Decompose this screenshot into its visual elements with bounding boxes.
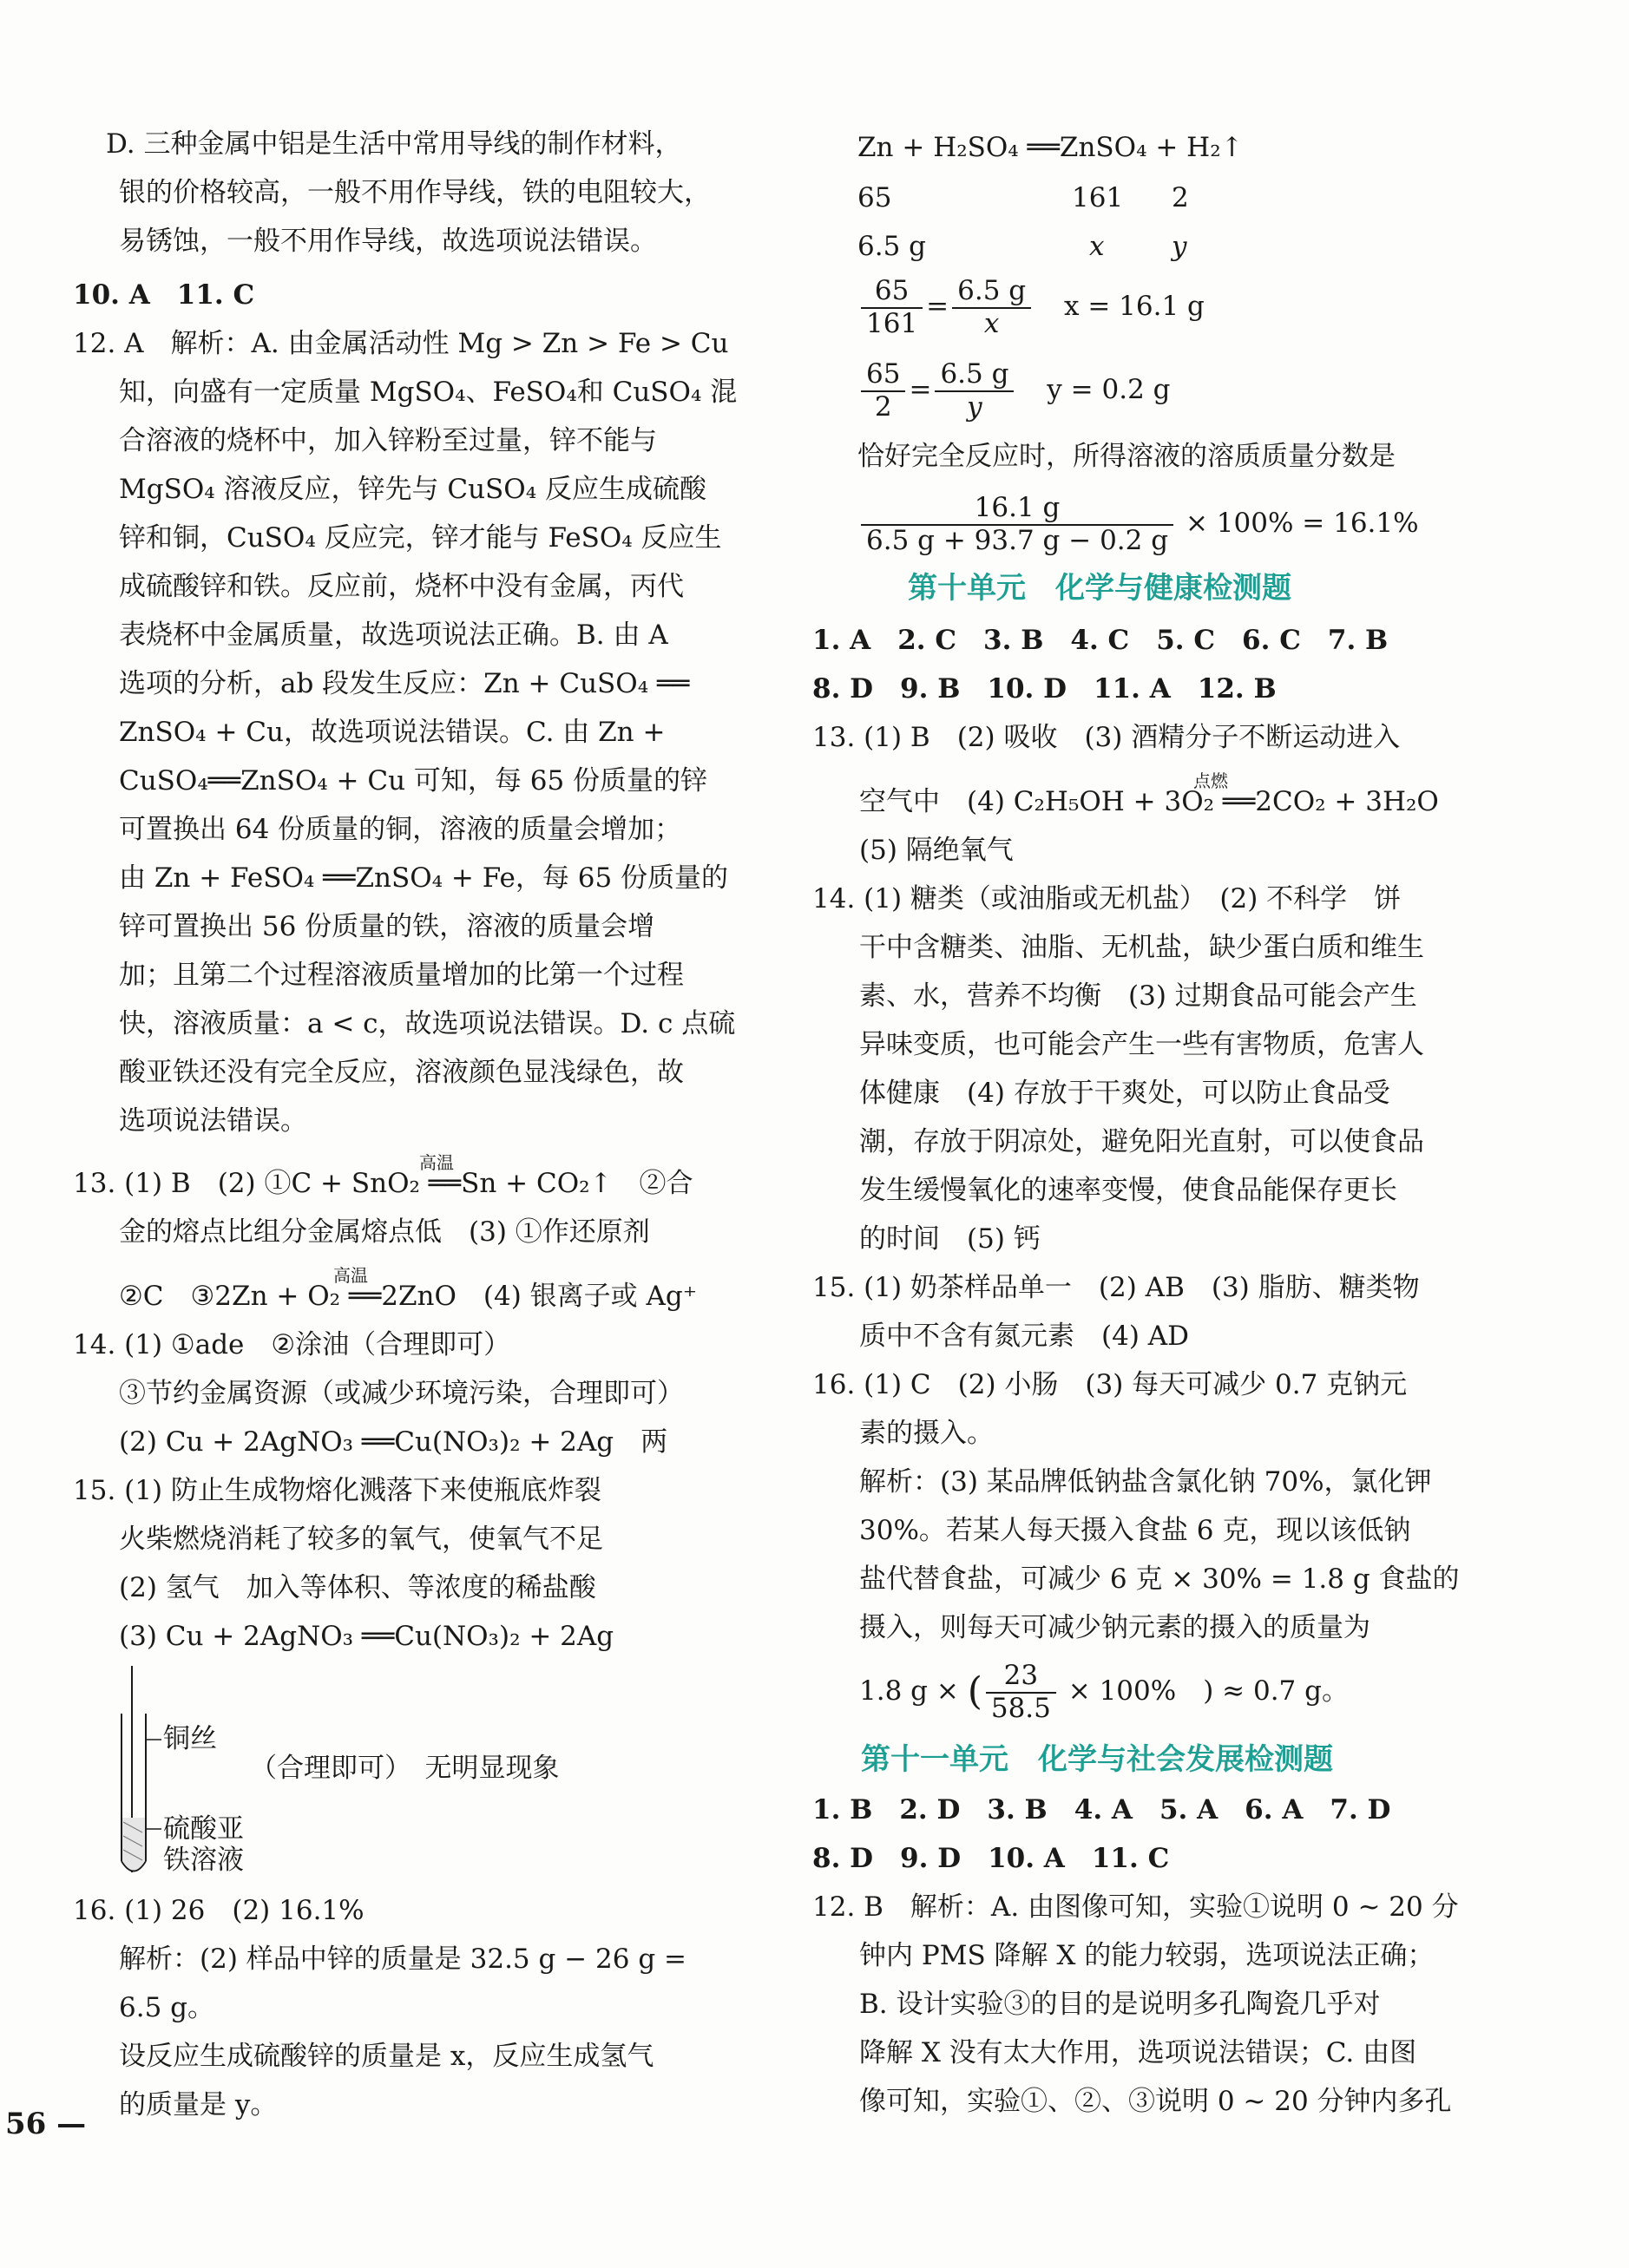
- label-solution: 铁溶液: [163, 1845, 244, 1876]
- text-line: (2) 氢气 加入等体积、等浓度的稀盐酸: [119, 1572, 596, 1603]
- text-line: 的时间 (5) 钙: [859, 1223, 1041, 1255]
- ratio-equation-2: $\frac{65}{2}$ = $\frac{6.5 g}{y}$ y = 0.2 g: [857, 359, 1171, 423]
- condition-label: 点燃: [1193, 770, 1228, 791]
- text-line: 盐代替食盐，可减少 6 克 × 30% = 1.8 g 食盐的: [859, 1563, 1460, 1595]
- text-line: 质中不含有氮元素 (4) AD: [859, 1321, 1190, 1352]
- text-line: 体健康 (4) 存放于干爽处，可以防止食品受: [859, 1078, 1390, 1109]
- section-title: 第十一单元 化学与社会发展检测题: [861, 1742, 1333, 1777]
- answer-line: 13. (1) B (2) ①C + SnO₂ ══Sn + CO₂↑ ②合: [73, 1168, 693, 1199]
- text-line: 选项的分析，ab 段发生反应：Zn + CuSO₄ ══: [119, 668, 690, 699]
- text-line: 加；且第二个过程溶液质量增加的比第一个过程: [119, 960, 684, 991]
- text-line: 设反应生成硫酸锌的质量是 x，反应生成氢气: [119, 2041, 654, 2072]
- answer-line: 1. A 2. C 3. B 4. C 5. C 6. C 7. B: [812, 625, 1389, 656]
- equation-line: Zn + H₂SO₄ ══ZnSO₄ + H₂↑: [857, 132, 1244, 163]
- text-line: ②C ③2Zn + O₂ ══2ZnO (4) 银离子或 Ag⁺: [119, 1281, 698, 1312]
- answer-line: 12. B 解析：A. 由图像可知，实验①说明 0 ~ 20 分: [812, 1891, 1459, 1923]
- text-line: 金的熔点比组分金属熔点低 (3) ①作还原剂: [119, 1216, 650, 1248]
- text-line: 摄入，则每天可减少钠元素的摄入的质量为: [859, 1612, 1370, 1643]
- text-line: 解析：(3) 某品牌低钠盐含氯化钠 70%，氯化钾: [859, 1466, 1432, 1498]
- mass-value: 161: [1072, 182, 1124, 213]
- var-value: y: [1172, 231, 1187, 262]
- text-line: 由 Zn + FeSO₄ ══ZnSO₄ + Fe，每 65 份质量的: [119, 862, 729, 894]
- text-line: 酸亚铁还没有完全反应，溶液颜色显浅绿色，故: [119, 1057, 684, 1088]
- text-line: 可置换出 64 份质量的铜，溶液的质量会增加；: [119, 814, 682, 845]
- answer-line: 15. (1) 防止生成物熔化溅落下来使瓶底炸裂: [73, 1475, 601, 1506]
- answer-line: 12. A 解析：A. 由金属活动性 Mg > Zn > Fe > Cu: [73, 328, 729, 359]
- text-line: 发生缓慢氧化的速率变慢，使食品能保存更长: [859, 1175, 1397, 1206]
- text-line: 合溶液的烧杯中，加入锌粉至过量，锌不能与: [119, 425, 657, 456]
- text-line: 成硫酸锌和铁。反应前，烧杯中没有金属，丙代: [119, 571, 684, 602]
- test-tube-figure: [111, 1666, 632, 1883]
- answer-line: 16. (1) C (2) 小肠 (3) 每天可减少 0.7 克钠元: [812, 1369, 1408, 1400]
- condition-label: 高温: [333, 1265, 368, 1286]
- text-line: 锌可置换出 56 份质量的铁，溶液的质量会增: [119, 911, 655, 942]
- answer-line: 10. A 11. C: [73, 279, 255, 311]
- text-line: 异味变质，也可能会产生一些有害物质，危害人: [859, 1029, 1424, 1060]
- text-line: (2) Cu + 2AgNO₃ ══Cu(NO₃)₂ + 2Ag 两: [119, 1426, 668, 1458]
- mass-value: 65: [857, 182, 892, 213]
- answer-line: 14. (1) ①ade ②涂油（合理即可）: [73, 1329, 511, 1360]
- label-solution: 硫酸亚: [163, 1813, 244, 1845]
- text-line: (5) 隔绝氧气: [859, 835, 1014, 866]
- text-line: 30%。若某人每天摄入食盐 6 克，现以该低钠: [859, 1515, 1411, 1546]
- label-copper-wire: 铜丝: [163, 1723, 217, 1754]
- mass-value: 2: [1172, 182, 1189, 213]
- text-line: 潮，存放于阴凉处，避免阳光直射，可以使食品: [859, 1126, 1424, 1157]
- text-line: 解析：(2) 样品中锌的质量是 32.5 g − 26 g =: [119, 1944, 686, 1975]
- text-line: 钟内 PMS 降解 X 的能力较弱，选项说法正确；: [859, 1940, 1435, 1971]
- text-line: 易锈蚀，一般不用作导线，故选项说法错误。: [119, 226, 657, 257]
- answer-line: 8. D 9. D 10. A 11. C: [812, 1843, 1170, 1874]
- text-line: 降解 X 没有太大作用，选项说法错误；C. 由图: [859, 2037, 1417, 2068]
- var-value: 6.5 g: [857, 231, 926, 262]
- text-line: 火柴燃烧消耗了较多的氧气，使氧气不足: [119, 1524, 603, 1555]
- text-line: 空气中 (4) C₂H₅OH + 3O₂ ══2CO₂ + 3H₂O: [859, 786, 1439, 817]
- answer-line: 1. B 2. D 3. B 4. A 5. A 6. A 7. D: [812, 1794, 1391, 1826]
- text-line: (3) Cu + 2AgNO₃ ══Cu(NO₃)₂ + 2Ag: [119, 1621, 614, 1652]
- text-line: 干中含糖类、油脂、无机盐，缺少蛋白质和维生: [859, 932, 1424, 963]
- answer-line: 13. (1) B (2) 吸收 (3) 酒精分子不断运动进入: [812, 722, 1401, 753]
- text-line: MgSO₄ 溶液反应，锌先与 CuSO₄ 反应生成硫酸: [119, 474, 706, 505]
- answer-line: 15. (1) 奶茶样品单一 (2) AB (3) 脂肪、糖类物: [812, 1272, 1420, 1303]
- text-line: 素的摄入。: [859, 1418, 994, 1449]
- sodium-calculation: 1.8 g × ( $\frac{23}{58.5}$ × 100% ) ≈ 0.7 g。: [859, 1660, 1349, 1724]
- text-line: 锌和铜，CuSO₄ 反应完，锌才能与 FeSO₄ 反应生: [119, 522, 722, 554]
- text-line: ZnSO₄ + Cu，故选项说法错误。C. 由 Zn +: [119, 717, 666, 748]
- fraction-equation: $\frac{16.1 g}{6.5 g + 93.7 g - 0.2 g}$ × 100% = 16.1%: [857, 493, 1419, 556]
- text-line: 像可知，实验①、②、③说明 0 ~ 20 分钟内多孔: [859, 2086, 1452, 2117]
- text-line: 的质量是 y。: [119, 2089, 278, 2121]
- section-title: 第十单元 化学与健康检测题: [908, 571, 1291, 606]
- text-line: D. 三种金属中铝是生活中常用导线的制作材料，: [106, 128, 682, 160]
- text-line: 选项说法错误。: [119, 1105, 307, 1137]
- text-line: 快，溶液质量：a < c，故选项说法错误。D. c 点硫: [119, 1008, 736, 1039]
- answer-line: 16. (1) 26 (2) 16.1%: [73, 1895, 365, 1926]
- page-number: 56 —: [5, 2107, 87, 2141]
- ratio-equation-1: $\frac{65}{161}$ = $\frac{6.5 g}{x}$ x = 16.1 g: [857, 276, 1205, 339]
- text-line: 知，向盛有一定质量 MgSO₄、FeSO₄和 CuSO₄ 混: [119, 377, 738, 408]
- text-line: 6.5 g。: [119, 1992, 214, 2023]
- condition-label: 高温: [419, 1152, 454, 1173]
- var-value: x: [1089, 231, 1105, 262]
- text-line: CuSO₄══ZnSO₄ + Cu 可知，每 65 份质量的锌: [119, 765, 708, 796]
- text-line: 表烧杯中金属质量，故选项说法正确。B. 由 A: [119, 619, 668, 651]
- text-line: B. 设计实验③的目的是说明多孔陶瓷几乎对: [859, 1989, 1381, 2020]
- text-line: 恰好完全反应时，所得溶液的溶质质量分数是: [857, 441, 1396, 472]
- text-line: 银的价格较高，一般不用作导线，铁的电阻较大，: [119, 177, 711, 208]
- answer-line: 14. (1) 糖类（或油脂或无机盐） (2) 不科学 饼: [812, 883, 1402, 914]
- figure-note: （合理即可） 无明显现象: [250, 1753, 560, 1784]
- text-line: ③节约金属资源（或减少环境污染，合理即可）: [119, 1378, 684, 1409]
- answer-line: 8. D 9. B 10. D 11. A 12. B: [812, 673, 1277, 705]
- text-line: 素、水，营养不均衡 (3) 过期食品可能会产生: [859, 980, 1417, 1012]
